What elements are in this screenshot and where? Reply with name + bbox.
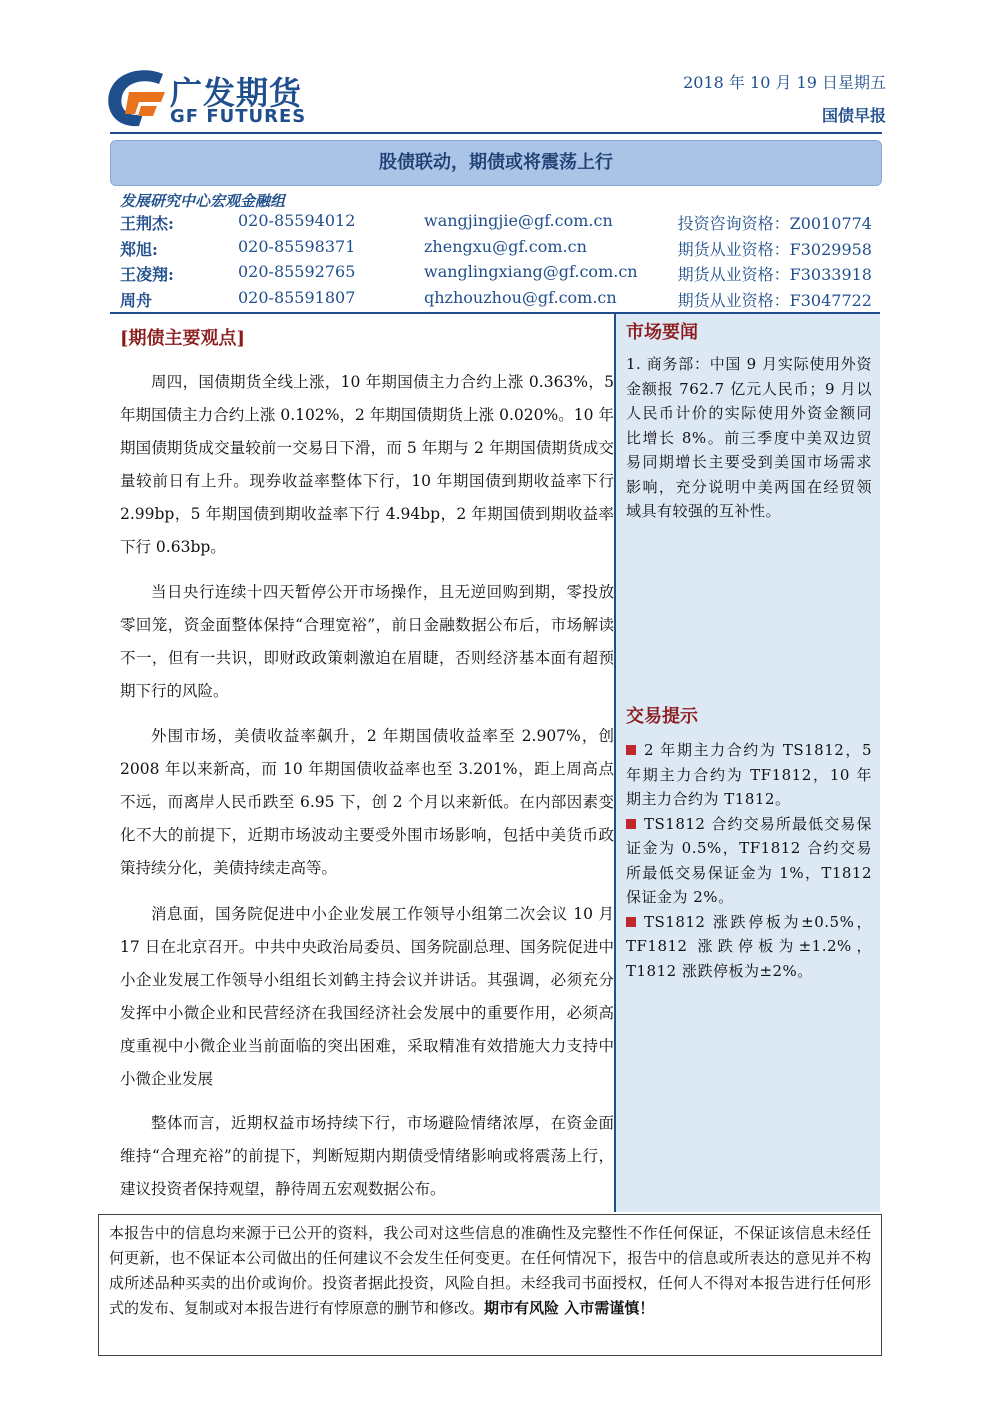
team-member-row xyxy=(120,237,880,261)
trade-tips-heading: 交易提示 xyxy=(626,706,698,727)
member-email[interactable]: wangjingjie@gf.com.cn xyxy=(424,211,613,230)
member-name: 王凌翔: xyxy=(120,265,174,284)
member-email[interactable]: qhzhouzhou@gf.com.cn xyxy=(424,288,617,307)
trade-tip-text: TS1812 涨跌停板为±0.5%，TF1812 涨跌停板为±1.2%，T1812 涨跌停板为±2%。 xyxy=(626,912,872,980)
team-member-row xyxy=(120,262,880,286)
main-column xyxy=(110,312,614,1214)
member-name: 周舟 xyxy=(120,291,153,310)
member-name: 郑旭: xyxy=(120,240,158,259)
risk-warning: 期市有风险 入市需谨慎！ xyxy=(484,1299,655,1317)
trade-tip-item xyxy=(626,738,872,812)
market-news-heading: 市场要闻 xyxy=(626,322,698,343)
member-name: 王荆杰: xyxy=(120,214,174,233)
logo-english-name: GF FUTURES xyxy=(170,106,307,127)
member-email[interactable]: wanglingxiang@gf.com.cn xyxy=(424,262,638,281)
member-phone: 020-85598371 xyxy=(238,237,356,256)
member-phone: 020-85591807 xyxy=(238,288,356,307)
paragraph: 周四，国债期货全线上涨，10 年期国债主力合约上涨 0.363%，5 年期国债主力合约上涨 0.102%，2 年期国债期货上涨 0.020%。10 年期国债期货成交量较前一交易日下滑，而 5 年期与 2 年期国债期货成交量较前日有上升。现券收益率整体下行，10 年期国债到期收益率下行 2.99bp，5 年期国债到期收益率下行 4.94bp，2 年期国债到期收益率下行 0.63bp。 xyxy=(120,373,614,556)
trade-tip-text: 2 年期主力合约为 TS1812，5 年期主力合约为 TF1812，10 年期主力合约为 T1812。 xyxy=(626,741,872,808)
member-qualification: 期货从业资格：F3033918 xyxy=(677,265,872,284)
team-member-row xyxy=(120,288,880,312)
disclaimer-box xyxy=(98,1214,882,1356)
main-heading: [期债主要观点] xyxy=(120,328,246,349)
square-bullet-icon xyxy=(626,745,636,755)
trade-tip-item xyxy=(626,910,872,984)
paragraph: 外围市场，美债收益率飙升，2 年期国债收益率至 2.907%，创 2008 年以来新高，而 10 年期国债收益率也至 3.201%，距上周高点不远，而离岸人民币跌至 6.95 下，创 2 个月以来新低。在内部因素变化不大的前提下，近期市场波动主要受外围市场影响，包括中美货币政策持续分化，美债持续走高等。 xyxy=(120,727,614,877)
member-qualification: 投资咨询资格：Z0010774 xyxy=(677,214,872,233)
report-title: 股债联动，期债或将震荡上行 xyxy=(379,152,613,173)
trade-tip-item xyxy=(626,812,872,910)
gf-logo-icon xyxy=(105,68,169,130)
member-phone: 020-85592765 xyxy=(238,262,356,281)
paragraph: 消息面，国务院促进中小企业发展工作领导小组第二次会议 10 月 17 日在北京召开。中共中央政治局委员、国务院副总理、国务院促进中小企业发展工作领导小组组长刘鹤主持会议并讲话。其强调，必须充分发挥中小微企业和民营经济在我国经济社会发展中的重要作用，必须高度重视中小微企业当前面临的突出困难，采取精准有效措施大力支持中小微企业发展 xyxy=(120,905,614,1088)
team-member-row xyxy=(120,211,880,235)
report-title-bar xyxy=(110,140,882,186)
member-email[interactable]: zhengxu@gf.com.cn xyxy=(424,237,587,256)
logo-chinese-name: 广发期货 xyxy=(170,74,303,112)
trade-tip-text: TS1812 合约交易所最低交易保证金为 0.5%，TF1812 合约交易所最低交易保证金为 1%，T1812 保证金为 2%。 xyxy=(626,814,872,906)
team-name: 发展研究中心宏观金融组 xyxy=(120,192,286,210)
header-divider xyxy=(110,132,882,134)
member-qualification: 期货从业资格：F3047722 xyxy=(677,291,872,310)
member-qualification: 期货从业资格：F3029958 xyxy=(677,240,872,259)
square-bullet-icon xyxy=(626,819,636,829)
sidebar xyxy=(614,312,880,1212)
report-date: 2018 年 10 月 19 日星期五 xyxy=(683,73,886,92)
report-type: 国债早报 xyxy=(821,106,886,125)
square-bullet-icon xyxy=(626,917,636,927)
disclaimer-text: 本报告中的信息均来源于已公开的资料，我公司对这些信息的准确性及完整性不作任何保证，不保证该信息未经任何更新，也不保证本公司做出的任何建议不会发生任何变更。在任何情况下，报告中的信息或所表达的意见并不构成所述品种买卖的出价或询价。投资者据此投资，风险自担。未经我司书面授权，任何人不得对本报告进行任何形式的发布、复制或对本报告进行有悖原意的删节和修改。 xyxy=(109,1224,871,1317)
member-phone: 020-85594012 xyxy=(238,211,356,230)
trade-tips-list xyxy=(626,738,872,983)
paragraph: 当日央行连续十四天暂停公开市场操作，且无逆回购到期，零投放零回笼，资金面整体保持“合理宽裕”，前日金融数据公布后，市场解读不一，但有一共识，即财政政策刺激迫在眉睫，否则经济基本面有超预期下行的风险。 xyxy=(120,583,614,700)
market-news-text: 1. 商务部：中国 9 月实际使用外资金额报 762.7 亿元人民币；9 月以人民币计价的实际使用外资金额同比增长 8%。前三季度中美双边贸易同期增长主要受到美国市场需求影响，充分说明中美两国在经贸领域具有较强的互补性。 xyxy=(626,355,872,520)
paragraph: 整体而言，近期权益市场持续下行，市场避险情绪浓厚，在资金面维持“合理充裕”的前提下，判断短期内期债受情绪影响或将震荡上行，建议投资者保持观望，静待周五宏观数据公布。 xyxy=(120,1114,614,1198)
